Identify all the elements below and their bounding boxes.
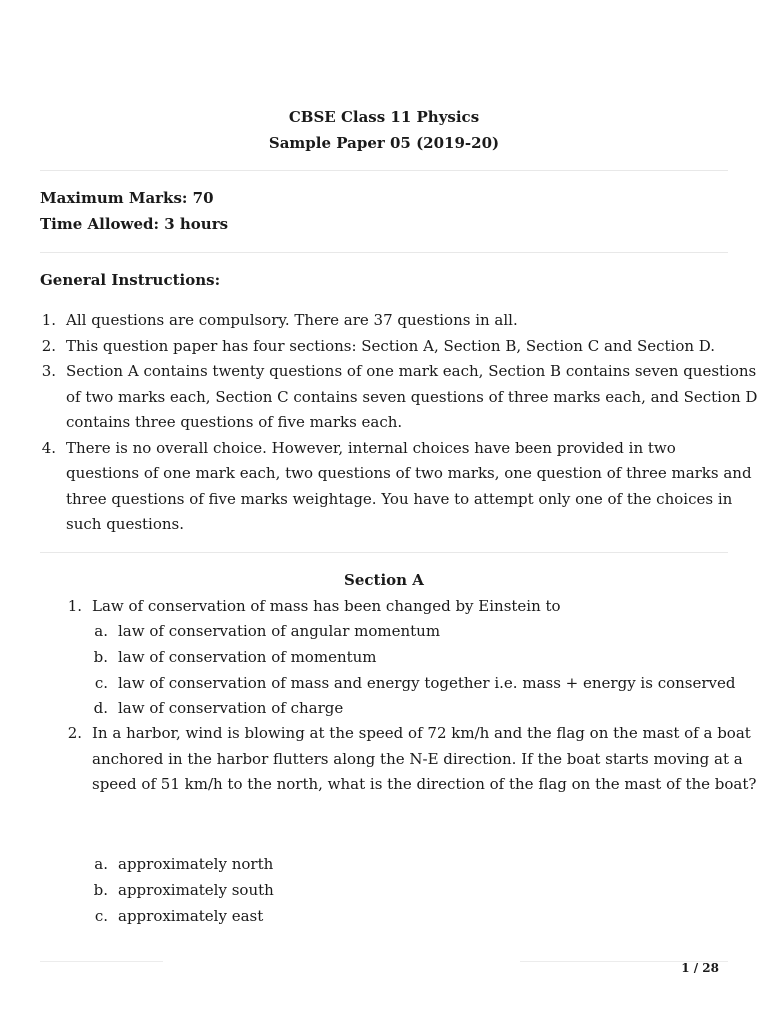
list-item-text: contains three questions of five marks each. bbox=[66, 413, 403, 431]
list-item-number: 2. bbox=[41, 337, 56, 355]
option-text: law of conservation of momentum bbox=[118, 648, 377, 666]
option-label: b. bbox=[93, 881, 108, 899]
time-allowed: Time Allowed: 3 hours bbox=[40, 215, 229, 233]
paper-title: CBSE Class 11 Physics bbox=[288, 108, 480, 126]
divider bbox=[40, 170, 728, 171]
list-item-text: questions of one mark each, two questions of two marks, one question of three marks and bbox=[66, 464, 752, 482]
option-text: law of conservation of mass and energy together i.e. mass + energy is conserved bbox=[118, 674, 736, 692]
question-text: speed of 51 km/h to the north, what is the direction of the flag on the mast of the boat? bbox=[92, 775, 757, 793]
option-label: a. bbox=[94, 622, 108, 640]
question-text: In a harbor, wind is blowing at the speed of 72 km/h and the flag on the mast of a boat bbox=[92, 724, 751, 742]
option-label: d. bbox=[93, 699, 108, 717]
maximum-marks: Maximum Marks: 70 bbox=[40, 189, 214, 207]
list-item-number: 4. bbox=[41, 439, 56, 457]
question-text: anchored in the harbor flutters along the N-E direction. If the boat starts moving at a bbox=[92, 750, 743, 768]
option-text: law of conservation of angular momentum bbox=[118, 622, 441, 640]
question-number: 1. bbox=[67, 597, 82, 615]
list-item-number: 3. bbox=[41, 362, 56, 380]
instructions-heading: General Instructions: bbox=[40, 271, 221, 289]
option-text: law of conservation of charge bbox=[118, 699, 344, 717]
option-text: approximately east bbox=[118, 907, 264, 925]
option-text: approximately south bbox=[118, 881, 274, 899]
list-item-text: Section A contains twenty questions of one mark each, Section B contains seven questions bbox=[66, 362, 757, 380]
question-number: 2. bbox=[67, 724, 82, 742]
page-indicator: 1 / 28 bbox=[681, 961, 719, 975]
question-text: Law of conservation of mass has been changed by Einstein to bbox=[92, 597, 561, 615]
paper-subtitle: Sample Paper 05 (2019-20) bbox=[268, 134, 500, 152]
list-item-text: of two marks each, Section C contains seven questions of three marks each, and Section D bbox=[66, 388, 758, 406]
list-item-text: such questions. bbox=[66, 515, 185, 533]
divider bbox=[40, 552, 728, 553]
list-item-text: There is no overall choice. However, internal choices have been provided in two bbox=[66, 439, 676, 457]
list-item-text: All questions are compulsory. There are 37 questions in all. bbox=[66, 311, 518, 329]
option-text: approximately north bbox=[118, 855, 274, 873]
list-item-number: 1. bbox=[41, 311, 56, 329]
section-heading: Section A bbox=[344, 571, 424, 589]
option-label: c. bbox=[94, 907, 108, 925]
divider bbox=[40, 252, 728, 253]
footer-divider-left bbox=[40, 961, 163, 962]
list-item-text: This question paper has four sections: Section A, Section B, Section C and Section D. bbox=[66, 337, 716, 355]
list-item-text: three questions of five marks weightage. You have to attempt only one of the choices in bbox=[66, 490, 733, 508]
option-label: b. bbox=[93, 648, 108, 666]
option-label: a. bbox=[94, 855, 108, 873]
option-label: c. bbox=[94, 674, 108, 692]
